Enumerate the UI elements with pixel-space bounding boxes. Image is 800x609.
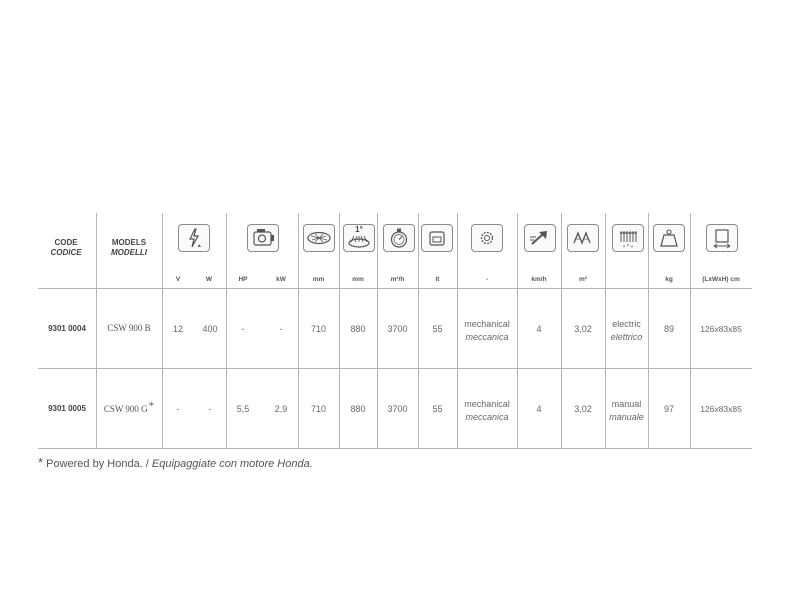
lightning-icon <box>178 224 210 252</box>
filter-shaker-icon <box>612 224 644 252</box>
footnote-en: Powered by Honda. / <box>46 458 149 470</box>
footnote <box>38 455 313 470</box>
unit-kw: kW <box>276 276 286 283</box>
unit-mm-2: mm <box>352 276 364 283</box>
tank-icon <box>421 224 453 252</box>
table-row-kw: 2,9 <box>274 404 288 414</box>
footnote-it: Equipaggiate con motore Honda. <box>151 458 313 470</box>
engine-icon <box>247 224 279 252</box>
table-row-w: 400 <box>202 324 218 334</box>
table-row-m2: 3,02 <box>574 324 592 334</box>
row-divider <box>38 288 752 289</box>
table-row-dims: 126x83x85 <box>700 324 742 334</box>
models-header-it: MODELLI <box>111 248 147 257</box>
table-row-mm2: 880 <box>350 324 366 334</box>
unit-kmh: km/h <box>531 276 547 283</box>
table-row-hp: - <box>241 324 245 334</box>
unit-hp: HP <box>238 276 248 283</box>
col-divider <box>162 213 163 448</box>
table-row-drive-it: meccanica <box>465 412 509 422</box>
table-row-code: 9301 0004 <box>48 324 86 333</box>
unit-lt: lt <box>435 276 440 283</box>
table-row-mm2: 880 <box>350 404 366 414</box>
honda-star: * <box>148 400 155 412</box>
filter-icon <box>567 224 599 252</box>
table-row-v: 12 <box>172 324 183 334</box>
unit-kg: kg <box>665 276 673 283</box>
models-header: MODELS <box>111 238 147 247</box>
table-row-kg: 89 <box>663 324 674 334</box>
unit-mm-1: mm <box>312 276 325 283</box>
table-row-kmh: 4 <box>536 324 542 334</box>
dimensions-icon <box>706 224 738 252</box>
table-row-mm1: 710 <box>310 324 327 334</box>
table-row-lt: 55 <box>432 324 443 334</box>
table-row-dims: 126x83x85 <box>700 404 742 414</box>
table-row-lt: 55 <box>432 404 443 414</box>
row-divider <box>38 448 752 449</box>
footnote-star: * <box>38 455 44 470</box>
table-row-shaker: electric <box>612 319 641 329</box>
table-row-model: CSW 900 G* <box>103 400 155 414</box>
unit-v: V <box>175 276 181 283</box>
table-row-w: - <box>208 404 212 414</box>
table-row-shaker-it: elettrico <box>610 332 643 342</box>
table-row-hp: 5,5 <box>236 404 250 414</box>
table-row-m2h: 3700 <box>387 404 408 414</box>
unit-dash: - <box>485 276 489 283</box>
gear-icon <box>471 224 503 252</box>
table-row-code: 9301 0005 <box>48 404 86 413</box>
brush-roller-icon <box>303 224 335 252</box>
weight-icon <box>653 224 685 252</box>
stopwatch-icon <box>383 224 415 252</box>
table-row-drive: mechanical <box>464 319 510 329</box>
table-row-kmh: 4 <box>536 404 542 414</box>
table-row-v: - <box>176 404 180 414</box>
side-brush-label: 1° <box>355 225 363 234</box>
unit-m2: m² <box>579 276 587 283</box>
table-row-drive-it: meccanica <box>465 332 509 342</box>
code-header-it: CODICE <box>50 248 82 257</box>
unit-m2h: m²/h <box>390 276 405 283</box>
unit-dims: (LxWxH) cm <box>702 276 740 283</box>
table-row-m2h: 3700 <box>387 324 408 334</box>
unit-w: W <box>205 276 213 283</box>
table-row-shaker: manual <box>611 399 642 409</box>
table-row-shaker-it: manuale <box>609 412 644 422</box>
speed-arrow-icon <box>524 224 556 252</box>
table-row-kw: - <box>279 324 283 334</box>
table-row-m2: 3,02 <box>574 404 592 414</box>
table-row-model: CSW 900 B <box>107 323 151 333</box>
table-row-drive: mechanical <box>464 399 510 409</box>
table-row-mm1: 710 <box>310 404 327 414</box>
table-row-kg: 97 <box>663 404 674 414</box>
row-divider <box>38 368 752 369</box>
code-header: CODE <box>54 238 78 247</box>
col-divider <box>226 213 227 448</box>
